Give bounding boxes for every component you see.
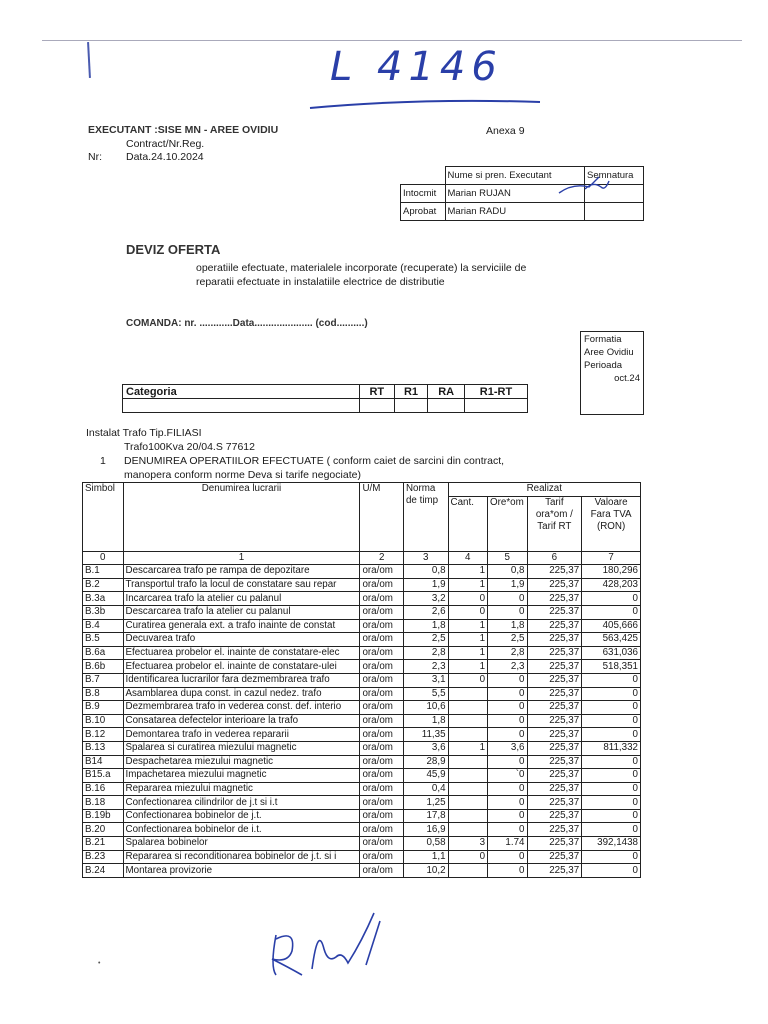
cell-oreom: 1,9 (488, 578, 527, 592)
cell-cant: 1 (448, 633, 487, 647)
cell-tarif: 225,37 (527, 755, 582, 769)
cell-cant: 1 (448, 619, 487, 633)
cell-norma: 0,58 (403, 837, 448, 851)
cell-valoare: 0 (582, 728, 641, 742)
cell-valoare: 0 (582, 809, 641, 823)
cell-oreom: 2,8 (488, 646, 527, 660)
cell-valoare: 563,425 (582, 633, 641, 647)
cell-norma: 1,8 (403, 619, 448, 633)
cell-valoare: 631,036 (582, 646, 641, 660)
colnum: 2 (360, 551, 404, 565)
cell-oreom: 0 (488, 782, 527, 796)
cell-tarif: 225,37 (527, 565, 582, 579)
cell-cant: 1 (448, 646, 487, 660)
cell-denumire: Confectionarea cilindrilor de j.t si i.t (123, 796, 360, 810)
cell-simbol: B.21 (83, 837, 124, 851)
cell-tarif: 225,37 (527, 741, 582, 755)
cell-denumire: Incarcarea trafo la atelier cu palanul (123, 592, 360, 606)
sig-name: Marian RADU (445, 203, 585, 221)
deviz-title: DEVIZ OFERTA (126, 242, 221, 257)
cell-cant (448, 714, 487, 728)
cell-denumire: Spalarea si curatirea miezului magnetic (123, 741, 360, 755)
sig-role: Intocmit (401, 185, 446, 203)
cell-denumire: Decuvarea trafo (123, 633, 360, 647)
section-number: 1 (100, 455, 106, 467)
table-row (83, 687, 641, 701)
categoria-label: Categoria (123, 385, 360, 399)
cell-valoare: 811,332 (582, 741, 641, 755)
header-cant: Cant. (448, 496, 487, 551)
categoria-cell (394, 399, 428, 413)
cell-valoare: 0 (582, 769, 641, 783)
operations-body (83, 565, 641, 878)
perioada-value: oct.24 (614, 373, 640, 384)
cell-oreom: 0 (488, 755, 527, 769)
cell-norma: 0,8 (403, 565, 448, 579)
table-row (83, 565, 641, 579)
cell-norma: 28,9 (403, 755, 448, 769)
table-row (83, 578, 641, 592)
cell-simbol: B.19b (83, 809, 124, 823)
cell-cant (448, 864, 487, 878)
sig-signature-cell (585, 203, 644, 221)
cell-simbol: B.9 (83, 701, 124, 715)
cell-oreom: 0 (488, 687, 527, 701)
cell-cant: 1 (448, 660, 487, 674)
instalatie-line-2: Trafo100Kva 20/04.S 77612 (124, 441, 255, 453)
instalatie-line-3: DENUMIREA OPERATIILOR EFECTUATE ( conform caiet de sarcini din contract, (124, 455, 505, 467)
colnum: 4 (448, 551, 487, 565)
cell-um: ora/om (360, 769, 404, 783)
cell-norma: 2,8 (403, 646, 448, 660)
cell-denumire: Asamblarea dupa const. in cazul nedez. trafo (123, 687, 360, 701)
cell-cant (448, 769, 487, 783)
cell-norma: 45,9 (403, 769, 448, 783)
table-row (83, 769, 641, 783)
cell-simbol: B.16 (83, 782, 124, 796)
cell-oreom: 2,5 (488, 633, 527, 647)
cell-tarif: 225,37 (527, 592, 582, 606)
cell-oreom: 0 (488, 823, 527, 837)
cell-denumire: Consatarea defectelor interioare la trafo (123, 714, 360, 728)
cell-oreom: 3,6 (488, 741, 527, 755)
table-row (83, 605, 641, 619)
instalatie-line-4: manopera conform norme Deva si tarife negociate) (124, 469, 361, 481)
cell-valoare: 0 (582, 714, 641, 728)
cell-cant (448, 782, 487, 796)
table-row (83, 646, 641, 660)
cell-valoare: 0 (582, 755, 641, 769)
cell-oreom: 1.74 (488, 837, 527, 851)
cell-um: ora/om (360, 673, 404, 687)
cell-denumire: Confectionarea bobinelor de i.t. (123, 823, 360, 837)
cell-norma: 16,9 (403, 823, 448, 837)
cell-um: ora/om (360, 714, 404, 728)
cell-um: ora/om (360, 578, 404, 592)
cell-denumire: Efectuarea probelor el. inainte de constatare-elec (123, 646, 360, 660)
cell-simbol: B.3a (83, 592, 124, 606)
cell-tarif: 225,37 (527, 796, 582, 810)
cell-oreom: 0 (488, 796, 527, 810)
cell-cant: 0 (448, 673, 487, 687)
cell-valoare: 392,1438 (582, 837, 641, 851)
categoria-cell (464, 399, 527, 413)
cell-norma: 3,6 (403, 741, 448, 755)
cell-norma: 2,5 (403, 633, 448, 647)
header-valoare: Valoare Fara TVA (RON) (582, 496, 641, 551)
cell-simbol: B15.a (83, 769, 124, 783)
cell-um: ora/om (360, 809, 404, 823)
cell-cant (448, 701, 487, 715)
table-row (83, 728, 641, 742)
cell-tarif: 225,37 (527, 837, 582, 851)
cell-simbol: B.18 (83, 796, 124, 810)
colnum: 7 (582, 551, 641, 565)
cell-tarif: 225,37 (527, 646, 582, 660)
cell-tarif: 225,37 (527, 809, 582, 823)
cell-oreom: 1,8 (488, 619, 527, 633)
cell-simbol: B.8 (83, 687, 124, 701)
formatia-name: Aree Ovidiu (584, 347, 634, 358)
cell-oreom: `0 (488, 769, 527, 783)
cell-um: ora/om (360, 782, 404, 796)
cell-cant (448, 823, 487, 837)
table-row (83, 592, 641, 606)
cell-um: ora/om (360, 796, 404, 810)
table-row (83, 782, 641, 796)
header-denumire: Denumirea lucrarii (123, 483, 360, 552)
sig-header-name: Nume si pren. Executant (445, 167, 585, 185)
cell-denumire: Transportul trafo la locul de constatare sau repar (123, 578, 360, 592)
cell-simbol: B.5 (83, 633, 124, 647)
cell-tarif: 225,37 (527, 673, 582, 687)
cell-norma: 2,3 (403, 660, 448, 674)
header-oreom: Ore*om (488, 496, 527, 551)
cell-tarif: 225,37 (527, 782, 582, 796)
cell-tarif: 225,37 (527, 728, 582, 742)
cell-norma: 1,25 (403, 796, 448, 810)
table-row (83, 701, 641, 715)
cell-simbol: B.13 (83, 741, 124, 755)
cell-tarif: 225,37 (527, 714, 582, 728)
colnum: 1 (123, 551, 360, 565)
cell-simbol: B.10 (83, 714, 124, 728)
cell-valoare: 0 (582, 796, 641, 810)
deviz-line-2: reparatii efectuate in instalatiile electrice de distributie (196, 276, 445, 288)
nr-label: Nr: (88, 151, 102, 163)
colnum: 6 (527, 551, 582, 565)
table-row (83, 850, 641, 864)
cell-simbol: B.1 (83, 565, 124, 579)
handwritten-ref-number: L 4146 (330, 44, 503, 90)
cell-tarif: 225,37 (527, 578, 582, 592)
cell-cant (448, 755, 487, 769)
cell-tarif: 225,37 (527, 823, 582, 837)
formatia-box (580, 331, 644, 415)
categoria-cell (428, 399, 465, 413)
cell-um: ora/om (360, 565, 404, 579)
cell-tarif: 225,37 (527, 619, 582, 633)
cell-denumire: Efectuarea probelor el. inainte de constatare-ulei (123, 660, 360, 674)
categoria-cell (360, 399, 395, 413)
table-row (83, 837, 641, 851)
cell-oreom: 0 (488, 701, 527, 715)
header-norma: Norma de timp (403, 483, 448, 552)
cell-oreom: 0 (488, 809, 527, 823)
perioada-label: Perioada (584, 360, 623, 371)
sig-signature-cell (585, 185, 644, 203)
cell-tarif: 225,37 (527, 850, 582, 864)
cell-cant: 1 (448, 565, 487, 579)
instalatie-line-1: Instalat Trafo Tip.FILIASI (86, 427, 202, 439)
operations-table (82, 482, 641, 878)
table-row (83, 673, 641, 687)
cell-cant: 1 (448, 741, 487, 755)
cell-um: ora/om (360, 687, 404, 701)
table-row (83, 864, 641, 878)
cell-cant (448, 809, 487, 823)
formatia-label: Formatia (584, 334, 622, 345)
cell-tarif: 225,37 (527, 633, 582, 647)
cell-denumire: Descarcarea trafo la atelier cu palanul (123, 605, 360, 619)
cell-simbol: B14 (83, 755, 124, 769)
cell-simbol: B.23 (83, 850, 124, 864)
header-um: U/M (360, 483, 404, 552)
signature-scribble (555, 173, 611, 199)
sig-header-signature: Semnatura (585, 167, 644, 185)
cell-oreom: 0 (488, 673, 527, 687)
contract-label: Contract/Nr.Reg. (126, 138, 205, 150)
categoria-col: R1-RT (464, 385, 527, 399)
cell-denumire: Descarcarea trafo pe rampa de depozitare (123, 565, 360, 579)
cell-denumire: Curatirea generala ext. a trafo inainte de constat (123, 619, 360, 633)
stray-dot: • (98, 960, 101, 967)
cell-um: ora/om (360, 837, 404, 851)
cell-cant (448, 728, 487, 742)
signature-table (400, 166, 644, 221)
margin-mark (87, 42, 91, 78)
sig-role: Aprobat (401, 203, 446, 221)
table-row (83, 633, 641, 647)
cell-oreom: 0 (488, 605, 527, 619)
cell-um: ora/om (360, 605, 404, 619)
comanda-line: COMANDA: nr. ............Data..................... (cod..........) (126, 318, 368, 329)
cell-denumire: Identificarea lucrarilor fara dezmembrarea trafo (123, 673, 360, 687)
cell-valoare: 0 (582, 687, 641, 701)
cell-oreom: 0 (488, 728, 527, 742)
date-label: Data.24.10.2024 (126, 151, 204, 163)
cell-oreom: 0 (488, 864, 527, 878)
cell-norma: 10,6 (403, 701, 448, 715)
cell-denumire: Impachetarea miezului magnetic (123, 769, 360, 783)
cell-simbol: B.2 (83, 578, 124, 592)
cell-norma: 10,2 (403, 864, 448, 878)
header-simbol: Simbol (83, 483, 124, 552)
cell-tarif: 225,37 (527, 769, 582, 783)
cell-um: ora/om (360, 728, 404, 742)
categoria-col: RT (360, 385, 395, 399)
table-row (83, 714, 641, 728)
cell-um: ora/om (360, 701, 404, 715)
cell-norma: 0,4 (403, 782, 448, 796)
cell-um: ora/om (360, 660, 404, 674)
cell-tarif: 225.37 (527, 605, 582, 619)
cell-oreom: 0 (488, 850, 527, 864)
cell-um: ora/om (360, 864, 404, 878)
cell-oreom: 2,3 (488, 660, 527, 674)
cell-cant (448, 687, 487, 701)
sig-corner (401, 167, 446, 185)
cell-norma: 3,2 (403, 592, 448, 606)
cell-cant: 0 (448, 592, 487, 606)
cell-tarif: 225,37 (527, 687, 582, 701)
table-row (83, 796, 641, 810)
cell-um: ora/om (360, 850, 404, 864)
cell-simbol: B.6a (83, 646, 124, 660)
cell-denumire: Repararea miezului magnetic (123, 782, 360, 796)
deviz-line-1: operatiile efectuate, materialele incorporate (recuperate) la serviciile de (196, 262, 527, 274)
table-row (83, 809, 641, 823)
cell-valoare: 0 (582, 823, 641, 837)
cell-cant: 3 (448, 837, 487, 851)
cell-denumire: Despachetarea miezului magnetic (123, 755, 360, 769)
categoria-table (122, 384, 528, 413)
cell-simbol: B.12 (83, 728, 124, 742)
cell-denumire: Montarea provizorie (123, 864, 360, 878)
cell-simbol: B.20 (83, 823, 124, 837)
table-row (83, 619, 641, 633)
colnum: 0 (83, 551, 124, 565)
cell-valoare: 518,351 (582, 660, 641, 674)
table-row (83, 823, 641, 837)
cell-valoare: 0 (582, 850, 641, 864)
cell-norma: 1,8 (403, 714, 448, 728)
cell-norma: 17,8 (403, 809, 448, 823)
anexa-label: Anexa 9 (486, 125, 525, 137)
cell-denumire: Confectionarea bobinelor de j.t. (123, 809, 360, 823)
cell-tarif: 225,37 (527, 660, 582, 674)
cell-valoare: 405,666 (582, 619, 641, 633)
header-realizat: Realizat (448, 483, 640, 497)
categoria-col: R1 (394, 385, 428, 399)
cell-denumire: Dezmembrarea trafo in vederea const. def. interio (123, 701, 360, 715)
cell-denumire: Spalarea bobinelor (123, 837, 360, 851)
cell-valoare: 0 (582, 592, 641, 606)
cell-denumire: Repararea si reconditionarea bobinelor de j.t. si i (123, 850, 360, 864)
table-row (83, 660, 641, 674)
cell-um: ora/om (360, 741, 404, 755)
cell-um: ora/om (360, 619, 404, 633)
cell-simbol: B.24 (83, 864, 124, 878)
cell-cant: 1 (448, 578, 487, 592)
cell-norma: 1,1 (403, 850, 448, 864)
cell-valoare: 0 (582, 782, 641, 796)
cell-um: ora/om (360, 823, 404, 837)
cell-um: ora/om (360, 592, 404, 606)
cell-simbol: B.4 (83, 619, 124, 633)
cell-simbol: B.7 (83, 673, 124, 687)
cell-um: ora/om (360, 633, 404, 647)
top-rule (42, 40, 742, 41)
table-row (83, 755, 641, 769)
categoria-col: RA (428, 385, 465, 399)
cell-valoare: 0 (582, 701, 641, 715)
cell-simbol: B.3b (83, 605, 124, 619)
header-tarif: Tarif ora*om / Tarif RT (527, 496, 582, 551)
cell-cant: 0 (448, 605, 487, 619)
cell-cant (448, 796, 487, 810)
handwritten-underline (300, 96, 600, 116)
cell-oreom: 0 (488, 592, 527, 606)
cell-valoare: 0 (582, 605, 641, 619)
cell-valoare: 428,203 (582, 578, 641, 592)
cell-norma: 11,35 (403, 728, 448, 742)
cell-denumire: Demontarea trafo in vederea repararii (123, 728, 360, 742)
categoria-cell (123, 399, 360, 413)
cell-cant: 0 (448, 850, 487, 864)
cell-tarif: 225,37 (527, 864, 582, 878)
colnum: 3 (403, 551, 448, 565)
cell-valoare: 0 (582, 673, 641, 687)
colnum: 5 (488, 551, 527, 565)
executant-label: EXECUTANT :SISE MN - AREE OVIDIU (88, 124, 279, 136)
cell-valoare: 0 (582, 864, 641, 878)
cell-oreom: 0 (488, 714, 527, 728)
cell-norma: 2,6 (403, 605, 448, 619)
cell-valoare: 180,296 (582, 565, 641, 579)
bottom-signature (262, 905, 392, 985)
cell-um: ora/om (360, 646, 404, 660)
cell-norma: 3,1 (403, 673, 448, 687)
sig-name: Marian RUJAN (445, 185, 585, 203)
cell-um: ora/om (360, 755, 404, 769)
table-row (83, 741, 641, 755)
cell-norma: 5,5 (403, 687, 448, 701)
cell-oreom: 0,8 (488, 565, 527, 579)
cell-norma: 1,9 (403, 578, 448, 592)
cell-tarif: 225,37 (527, 701, 582, 715)
cell-simbol: B.6b (83, 660, 124, 674)
